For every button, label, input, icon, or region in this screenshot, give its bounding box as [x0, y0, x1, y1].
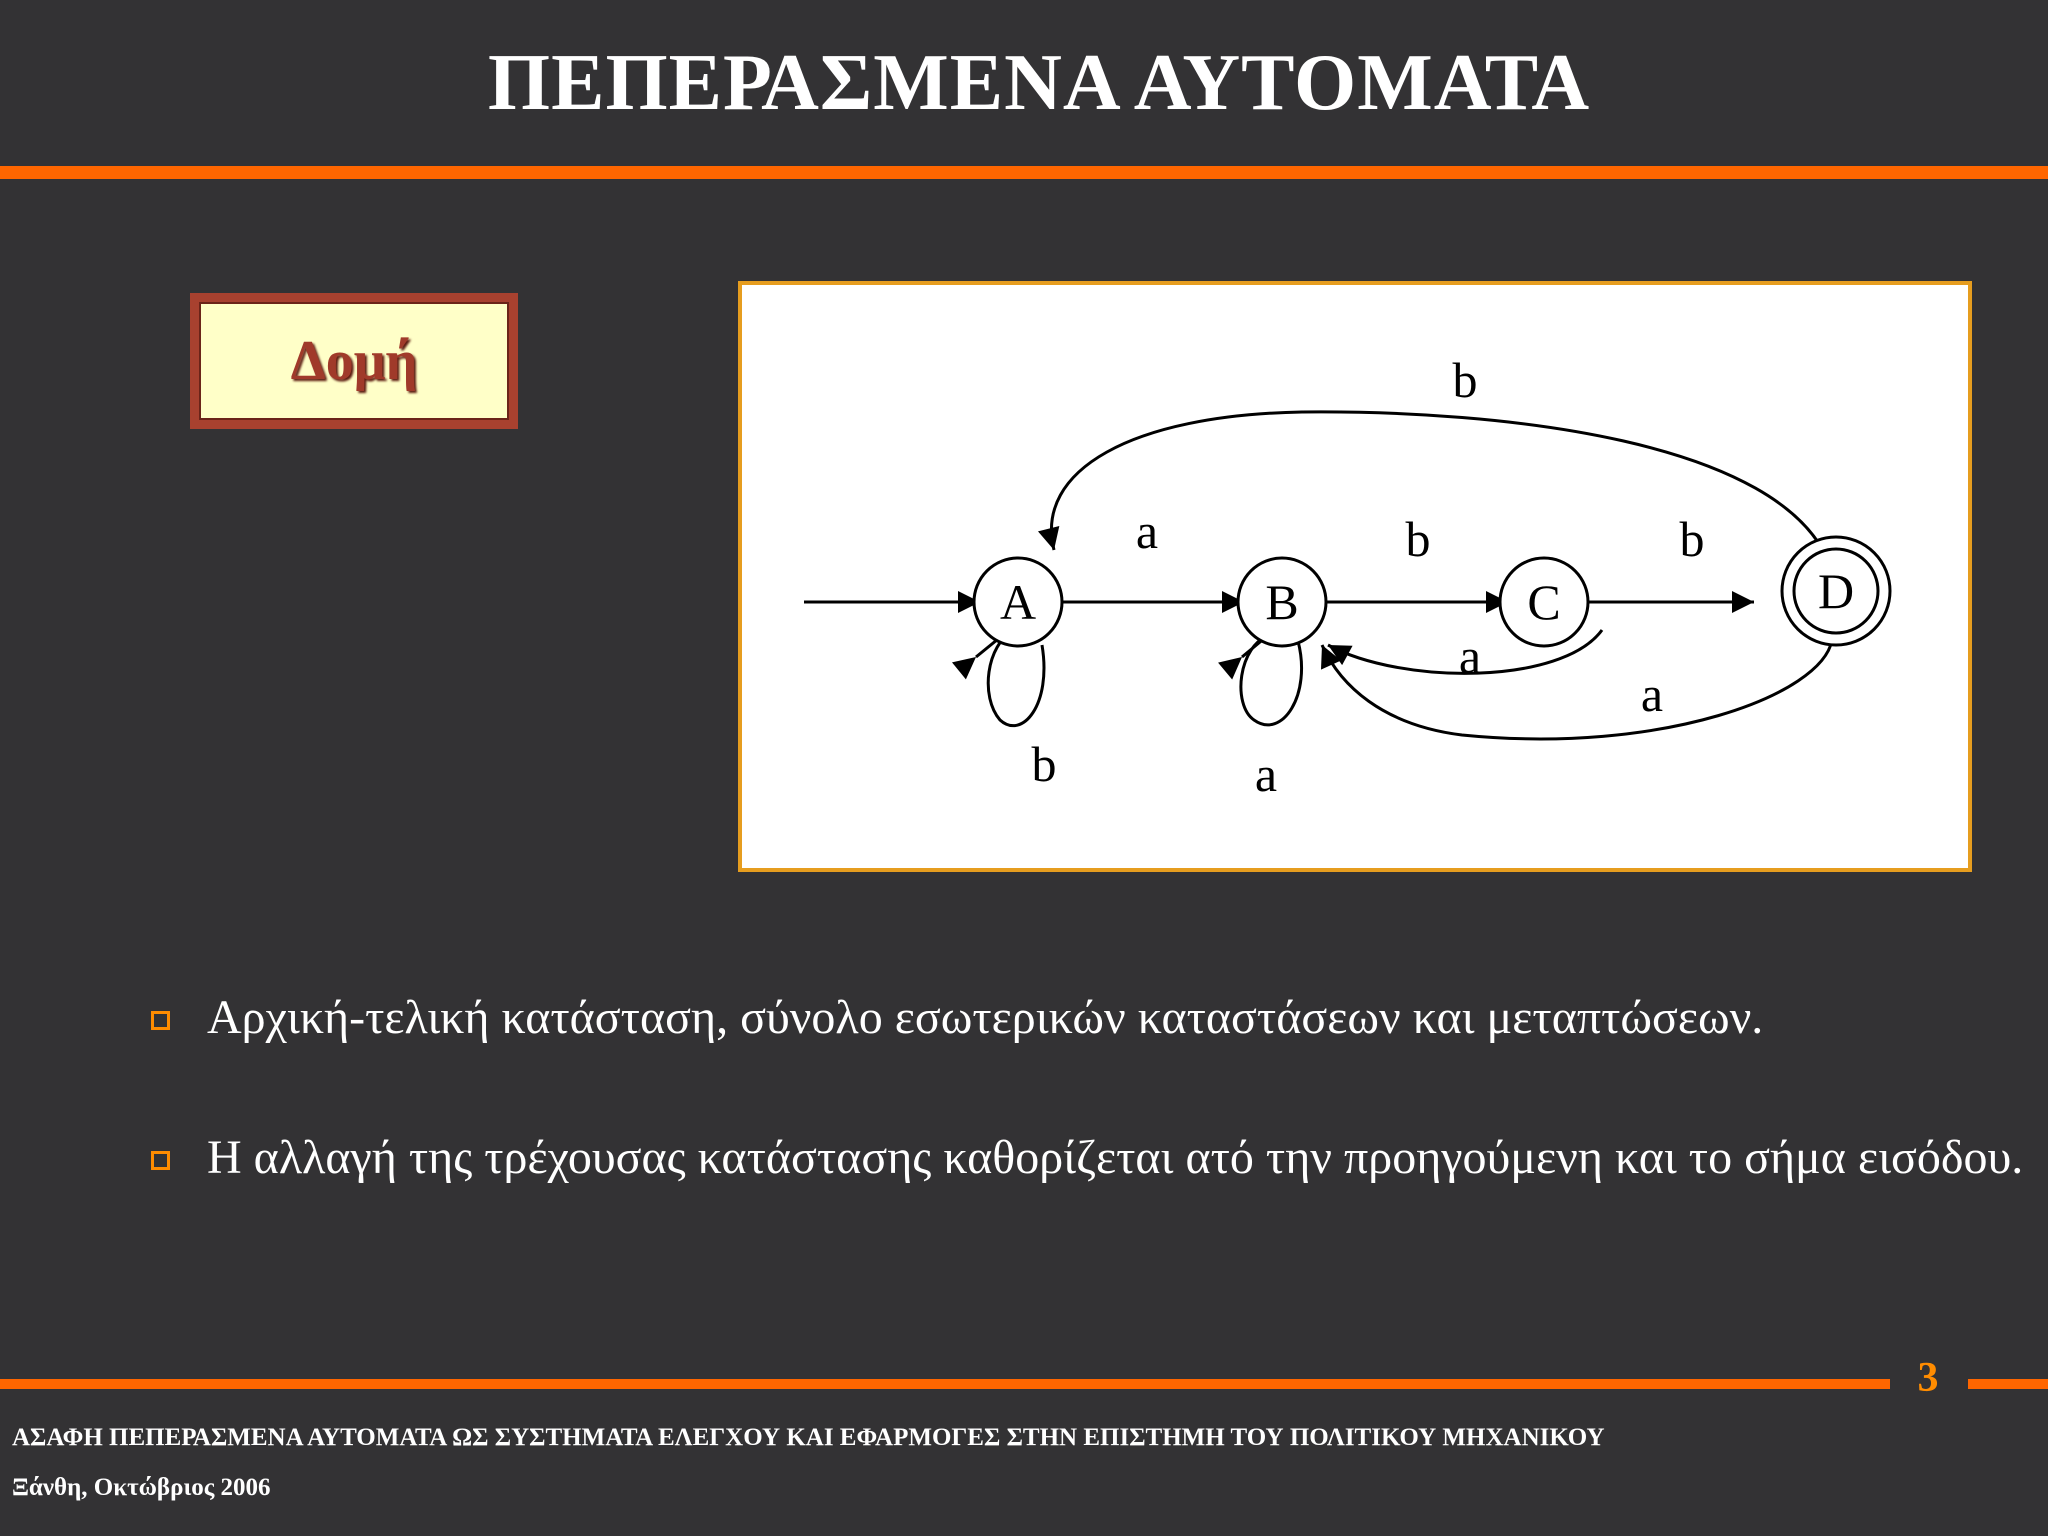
label-a-b: a	[1135, 503, 1159, 559]
slide-title: ΠΕΠΕΡΑΣΜΕΝΑ ΑΥΤΟΜΑΤΑ	[487, 39, 1591, 127]
bullet-list	[145, 975, 2025, 1255]
footer-title: ΑΣΑΦΗ ΠΕΠΕΡΑΣΜΕΝΑ ΑΥΤΟΜΑΤΑ ΩΣ ΣΥΣΤΗΜΑΤΑ ΕΛΕΓΧΟΥ ΚΑΙ ΕΦΑΡΜΟΓΕΣ ΣΤΗΝ ΕΠΙΣΤΗΜΗ ΤΟΥ ΠΟΛΙΤΙΚΟΥ ΜΗΧΑΝΙΚΟΥ	[12, 1424, 1605, 1451]
bullet-item	[145, 1115, 2025, 1201]
state-a-label: A	[999, 574, 1037, 630]
label-c-d: b	[1679, 511, 1705, 567]
label-d-a: b	[1452, 352, 1478, 408]
bullet-square-icon	[151, 1011, 170, 1030]
bottom-divider	[0, 1379, 1890, 1389]
section-label-box	[190, 293, 518, 429]
section-label-inner	[199, 302, 509, 420]
edge-d-b	[1322, 640, 1832, 739]
state-c-label: C	[1527, 574, 1561, 630]
label-a-a: b	[1031, 736, 1057, 792]
bullet-text: Αρχική-τελική κατάσταση, σύνολο εσωτερικών καταστάσεων και μεταπτώσεων.	[207, 991, 1764, 1044]
state-d-label: D	[1817, 563, 1855, 619]
bullet-text: Η αλλαγή της τρέχουσας κατάστασης καθορίζεται ατό την προηγούμενη και το σήμα εισόδου.	[207, 1131, 2024, 1184]
label-d-b: a	[1640, 666, 1664, 722]
state-b-label: B	[1265, 574, 1299, 630]
bottom-divider-right	[1968, 1379, 2048, 1389]
top-divider	[0, 166, 2048, 179]
bullet-square-icon	[151, 1151, 170, 1170]
footer-date: Ξάνθη, Οκτώβριος 2006	[12, 1474, 271, 1501]
section-label: Δομή	[290, 330, 418, 392]
label-c-b: a	[1458, 628, 1482, 684]
automaton-diagram	[738, 281, 1972, 872]
edge-d-a	[1051, 412, 1830, 565]
automaton-svg	[742, 285, 1968, 868]
label-b-c: b	[1405, 511, 1431, 567]
bullet-item	[145, 975, 2025, 1061]
label-b-b: a	[1254, 746, 1278, 802]
page-number: 3	[1917, 1355, 1939, 1401]
